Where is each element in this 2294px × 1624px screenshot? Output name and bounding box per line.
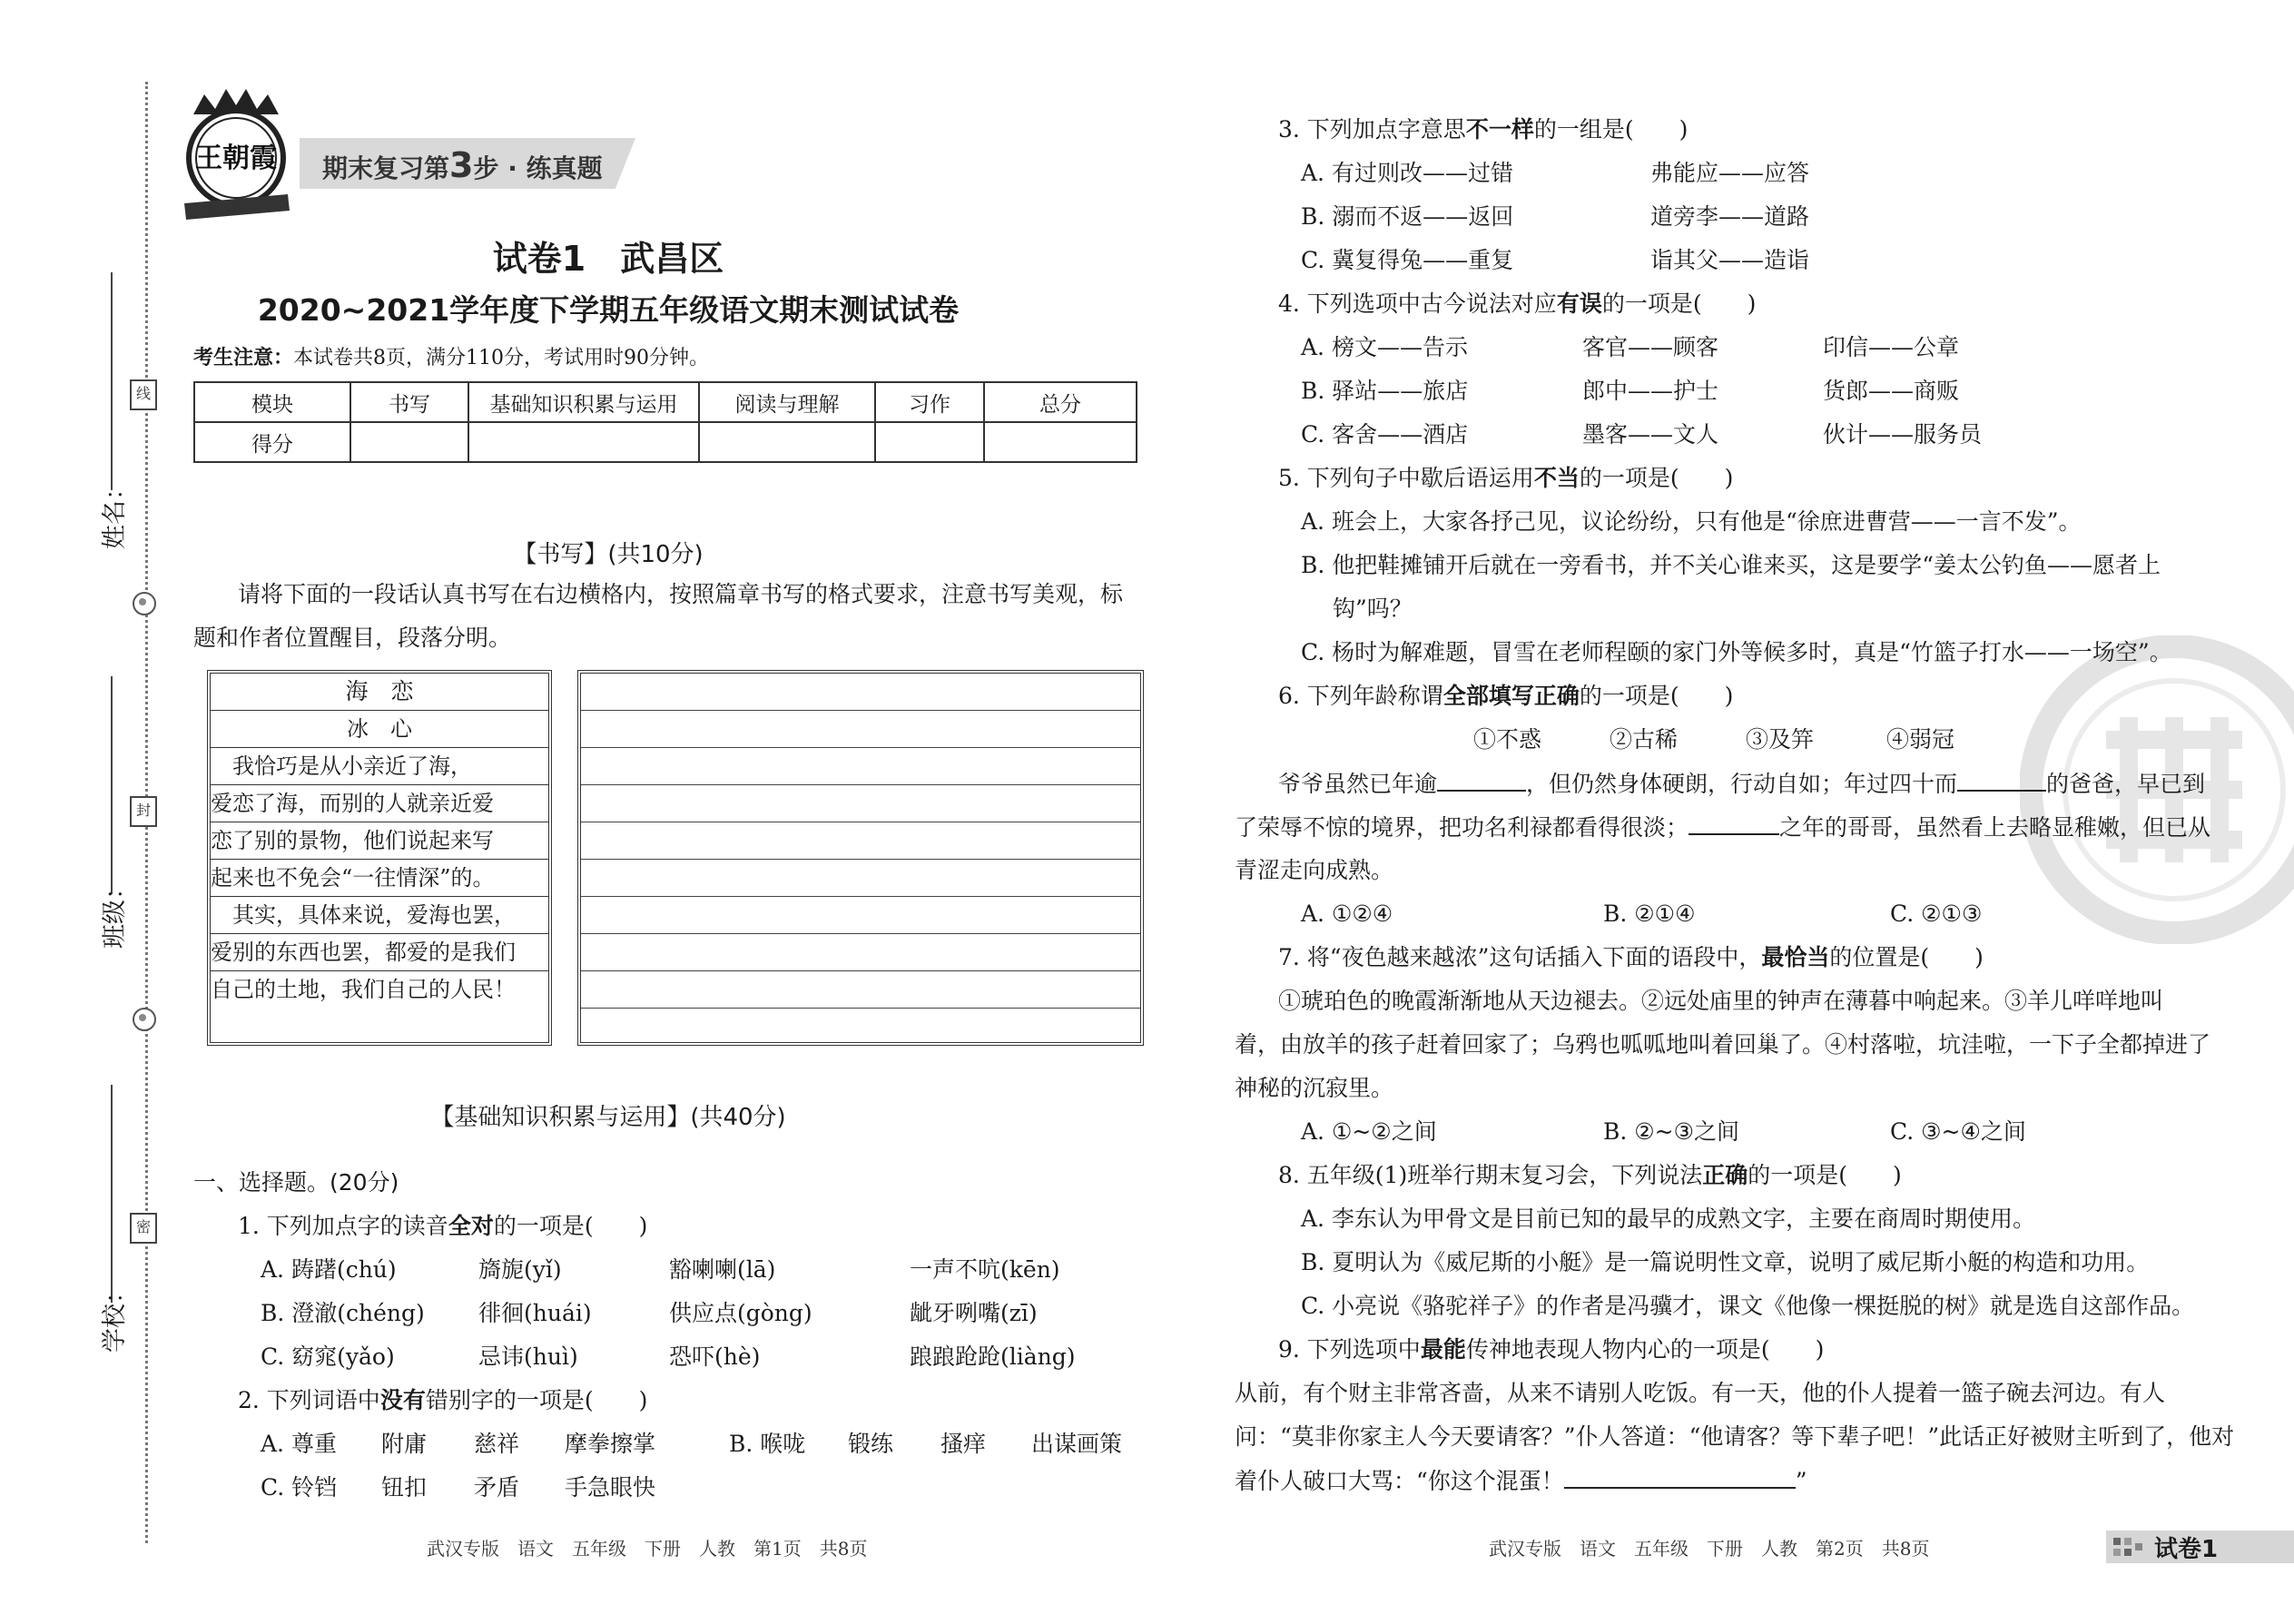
svg-text:王朝霞: 王朝霞 (195, 143, 277, 174)
q6-option[interactable]: C. ②①③ (1890, 901, 1983, 927)
q7-passage: 着，由放羊的孩子赶着回家了；乌鸦也呱呱地叫着回巢了。④村落啦，坑洼啦，一下子全都掉进了 (1235, 1031, 2211, 1058)
binding-ring-icon (133, 1008, 156, 1031)
class-label: 班级： (101, 875, 129, 949)
score-cell[interactable] (468, 422, 699, 462)
passage-text: 了荣辱不惊的境界，把功名利禄都看得很淡； (1235, 814, 1689, 841)
banner-post: 步 · 练真题 (473, 153, 603, 183)
stem-text: 5. 下列句子中歇后语运用 (1278, 465, 1534, 491)
q6-option[interactable]: A. ①②④ (1301, 901, 1393, 927)
q2-word: 慈祥 (474, 1431, 520, 1457)
footer-left: 武汉专版 语文 五年级 下册 人教 第1页 共8页 (427, 1538, 868, 1560)
stem-emphasis: 不一样 (1465, 116, 1534, 143)
q2-option[interactable]: A. 尊重 (261, 1431, 337, 1457)
q6-term: ④弱冠 (1886, 726, 1955, 753)
score-header-cell: 模块 (194, 382, 350, 422)
corner-tag-label: 试卷1 (2154, 1536, 2219, 1563)
q6-term: ③及笄 (1746, 726, 1815, 753)
handwriting-lines-box[interactable] (577, 670, 1144, 1046)
q4-option-item: 货郎——商贩 (1823, 378, 1960, 404)
writing-section-heading: 【书写】(共10分) (513, 541, 704, 568)
notice-text: 本试卷共8页，满分110分，考试用时90分钟。 (293, 347, 709, 369)
poem-line: 其实，具体来说，爱海也罢， (211, 897, 548, 934)
q1-option[interactable]: A. 踌躇(chú) (261, 1256, 397, 1283)
banner-pre: 期末复习第 (322, 153, 450, 183)
score-table-header-row (194, 382, 1137, 422)
q8-option[interactable]: B. 夏明认为《威尼斯的小艇》是一篇说明性文章，说明了威尼斯小艇的构造和功用。 (1301, 1249, 2150, 1275)
handwriting-line[interactable] (581, 896, 1140, 897)
q3-option[interactable]: A. 有过则改——过错 (1301, 160, 1513, 186)
basics-section-heading: 【基础知识积累与运用】(共40分) (430, 1104, 786, 1131)
handwriting-line[interactable] (581, 710, 1140, 711)
q1-option[interactable]: B. 澄澈(chéng) (261, 1300, 425, 1326)
q1-option-item: 一声不吭(kēn) (910, 1256, 1060, 1283)
section1-title: 一、选择题。(20分) (193, 1169, 399, 1196)
exam-subtitle: 2020~2021学年度下学期五年级语文期末测试试卷 (257, 292, 960, 328)
q3-option-item: 弗能应——应答 (1650, 160, 1810, 186)
score-header-cell: 基础知识积累与运用 (468, 382, 699, 422)
q2-word: 出谋画策 (1031, 1431, 1123, 1457)
score-cell[interactable] (699, 422, 875, 462)
q6-term: ②古稀 (1610, 726, 1679, 753)
q3-option-item: 诣其父——造诣 (1650, 247, 1810, 273)
q2-stem (238, 1385, 647, 1416)
writing-instruction: 请将下面的一段话认真书写在右边横格内，按照篇章书写的格式要求，注意书写美观，标 (238, 581, 1124, 607)
q1-option-item: 豁喇喇(lā) (669, 1256, 776, 1283)
q2-option[interactable]: B. 喉咙 (729, 1431, 806, 1457)
q4-option-item: 郎中——护士 (1582, 378, 1719, 404)
q6-term: ①不惑 (1473, 726, 1542, 753)
q6-option[interactable]: B. ②①④ (1603, 901, 1696, 927)
poem-line: 爱恋了海，而别的人就亲近爱 (211, 785, 548, 822)
q8-option[interactable]: C. 小亮说《骆驼祥子》的作者是冯骥才，课文《他像一棵挺脱的树》就是选自这部作品。 (1301, 1293, 2195, 1319)
handwriting-line[interactable] (581, 970, 1140, 971)
stem-text: 2. 下列词语中 (238, 1387, 380, 1413)
poem-line: 爱别的东西也罢，都爱的是我们 (211, 934, 548, 971)
stem-text: 9. 下列选项中 (1278, 1336, 1421, 1363)
q1-option-item: 徘徊(huái) (478, 1300, 592, 1326)
notice-label: 考生注意： (193, 347, 294, 369)
q1-option-item: 恐吓(hè) (669, 1343, 761, 1370)
stem-text: 的一项是( ) (1601, 290, 1757, 317)
corner-tag-dots-icon (2113, 1538, 2142, 1556)
stem-emphasis: 有误 (1556, 290, 1602, 317)
q2-word: 钮扣 (381, 1474, 428, 1501)
fill-blank[interactable] (1689, 812, 1779, 835)
q3-option-item: 道旁李——道路 (1650, 203, 1810, 230)
stem-emphasis: 最能 (1420, 1336, 1466, 1363)
stem-text: 错别字的一项是( ) (425, 1387, 648, 1413)
q6-passage (1235, 812, 2210, 843)
q7-stem (1278, 942, 1984, 973)
stem-text: 8. 五年级(1)班举行期末复习会，下列说法 (1278, 1162, 1703, 1188)
q8-stem (1278, 1160, 1902, 1191)
poem-title: 海 恋 (211, 674, 548, 711)
q7-passage: 神秘的沉寂里。 (1235, 1075, 1394, 1101)
q3-option[interactable]: C. 冀复得兔——重复 (1301, 247, 1514, 273)
stem-emphasis: 不当 (1533, 465, 1580, 491)
q8-option[interactable]: A. 李东认为甲骨文是目前已知的最早的成熟文字，主要在商周时期使用。 (1301, 1206, 2035, 1232)
q5-option[interactable]: B. 他把鞋摊铺开后就在一旁看书，并不关心谁来买，这是要学“姜太公钓鱼——愿者上 (1301, 552, 2161, 578)
q1-option-item: 忌讳(huì) (478, 1343, 578, 1370)
passage-text: ，但仍然身体硬朗，行动自如；年过四十而 (1526, 771, 1958, 797)
score-row-label: 得分 (194, 422, 350, 462)
banner-step-number: 3 (449, 145, 474, 185)
q6-passage: 青涩走向成熟。 (1235, 857, 1394, 883)
stem-text: 4. 下列选项中古今说法对应 (1278, 290, 1557, 317)
stem-text: 3. 下列加点字意思 (1278, 116, 1466, 143)
q5-option[interactable]: A. 班会上，大家各抒己见，议论纷纷，只有他是“徐庶进曹营——一言不发”。 (1301, 508, 2082, 535)
binding-mark-xian: 线 (130, 379, 157, 410)
score-cell[interactable] (984, 422, 1137, 462)
stem-text: 的一项是( ) (1579, 465, 1734, 491)
model-text-box (207, 670, 552, 1046)
q4-option-item: 伙计——服务员 (1823, 421, 1983, 448)
fill-blank[interactable] (1957, 768, 2046, 792)
q4-option-item: 印信——公章 (1823, 334, 1960, 360)
handwriting-line[interactable] (581, 747, 1140, 748)
school-label: 学校： (101, 1279, 129, 1353)
score-header-cell: 阅读与理解 (699, 382, 875, 422)
binding-mark-feng: 封 (130, 796, 157, 827)
q6-passage (1278, 768, 2205, 800)
poem-author: 冰 心 (211, 711, 548, 748)
fill-blank[interactable] (1564, 1465, 1796, 1489)
q7-option[interactable]: A. ①~②之间 (1301, 1118, 1437, 1145)
stem-emphasis: 全部填写正确 (1442, 683, 1580, 709)
poem-line: 自己的土地，我们自己的人民！ (211, 977, 516, 1002)
stem-text: 的一组是( ) (1533, 116, 1689, 143)
q5-stem (1278, 463, 1733, 494)
footer-right: 武汉专版 语文 五年级 下册 人教 第2页 共8页 (1489, 1538, 1930, 1560)
fill-blank[interactable] (1437, 768, 1526, 792)
poem-line: 我恰巧是从小亲近了海， (211, 748, 548, 785)
name-label: 姓名： (101, 476, 129, 549)
handwriting-line[interactable] (581, 784, 1140, 785)
exam-notice (193, 343, 709, 374)
q6-stem (1278, 681, 1733, 712)
handwriting-line[interactable] (581, 933, 1140, 934)
q2-option[interactable]: C. 铃铛 (261, 1474, 338, 1501)
q7-option[interactable]: C. ③~④之间 (1890, 1118, 2026, 1145)
header-banner-text (322, 145, 603, 185)
score-table (193, 381, 1137, 463)
score-cell[interactable] (350, 422, 468, 462)
passage-text: 着仆人破口大骂：“你这个混蛋！ (1235, 1468, 1564, 1494)
score-header-cell: 总分 (984, 382, 1137, 422)
q1-option-item: 旖旎(yǐ) (478, 1256, 562, 1283)
q2-word: 锻练 (848, 1431, 894, 1457)
q2-word: 矛盾 (474, 1474, 520, 1501)
stem-text: 1. 下列加点字的读音 (238, 1213, 448, 1239)
score-header-cell: 书写 (350, 382, 468, 422)
q1-option[interactable]: C. 窈窕(yǎo) (261, 1343, 395, 1370)
q2-word: 搔痒 (940, 1431, 987, 1457)
poem-line: 起来也不免会“一往情深”的。 (211, 860, 548, 897)
q9-passage: 问：“莫非你家主人今天要请客？”仆人答道：“他请客？等下辈子吧！”此话正好被财主听到了，他对 (1235, 1423, 2235, 1450)
stem-emphasis: 最恰当 (1761, 944, 1830, 970)
writing-instruction: 题和作者位置醒目，段落分明。 (193, 625, 512, 651)
stem-text: 6. 下列年龄称谓 (1278, 683, 1443, 709)
q9-passage (1235, 1465, 1807, 1497)
q5-option-cont: 钩”吗？ (1333, 595, 1413, 622)
q4-option-item: 墨客——文人 (1582, 421, 1719, 448)
q2-word: 附庸 (381, 1431, 428, 1457)
passage-text: 爷爷虽然已年逾 (1278, 771, 1438, 797)
binding-mark-mi: 密 (130, 1213, 157, 1244)
q7-passage: ①琥珀色的晚霞渐渐地从天边褪去。②远处庙里的钟声在薄暮中响起来。③羊儿咩咩地叫 (1278, 988, 2164, 1014)
q4-option[interactable]: B. 驿站——旅店 (1301, 378, 1469, 404)
stem-emphasis: 全对 (448, 1213, 494, 1239)
stem-text: 的一项是( ) (1579, 683, 1734, 709)
q4-option[interactable]: A. 榜文——告示 (1301, 334, 1468, 360)
stem-text: 的一项是( ) (493, 1213, 648, 1239)
passage-text: ” (1795, 1468, 1807, 1494)
passage-text: 的爸爸，早已到 (2046, 771, 2206, 797)
q4-stem (1278, 289, 1756, 320)
stem-text: 传神地表现人物内心的一项是( ) (1465, 1336, 1825, 1363)
q4-option-item: 客官——顾客 (1582, 334, 1719, 360)
q5-option[interactable]: C. 杨时为解难题，冒雪在老师程颐的家门外等候多时，真是“竹篮子打水——一场空”。 (1301, 639, 2172, 665)
handwriting-line[interactable] (581, 859, 1140, 860)
stem-text: 7. 将“夜色越来越浓”这句话插入下面的语段中， (1278, 944, 1762, 970)
q7-option[interactable]: B. ②~③之间 (1603, 1118, 1740, 1145)
stem-emphasis: 没有 (379, 1387, 426, 1413)
score-cell[interactable] (875, 422, 984, 462)
q1-stem (238, 1211, 647, 1242)
q2-word: 手急眼快 (565, 1474, 656, 1501)
q1-option-item: 踉踉跄跄(liàng) (910, 1343, 1076, 1370)
brand-logo (177, 87, 295, 223)
binding-ring-icon (133, 592, 156, 615)
exam-title: 试卷1 武昌区 (492, 239, 724, 279)
q3-option[interactable]: B. 溺而不返——返回 (1301, 203, 1514, 230)
handwriting-line[interactable] (581, 1008, 1140, 1009)
q4-option[interactable]: C. 客舍——酒店 (1301, 421, 1469, 448)
passage-text: 之年的哥哥，虽然看上去略显稚嫩，但已从 (1779, 814, 2211, 841)
score-table-score-row (194, 422, 1137, 462)
q1-option-item: 龇牙咧嘴(zī) (910, 1300, 1038, 1326)
poem-line: 恋了别的景物，他们说起来写 (211, 822, 548, 860)
q1-option-item: 供应点(gòng) (669, 1300, 812, 1326)
q2-word: 摩拳擦掌 (565, 1431, 656, 1457)
q9-stem (1278, 1334, 1824, 1365)
stem-emphasis: 正确 (1702, 1162, 1748, 1188)
q9-passage: 从前，有个财主非常吝啬，从来不请别人吃饭。有一天，他的仆人提着一篮子碗去河边。有人 (1235, 1380, 2166, 1406)
stem-text: 的一项是( ) (1748, 1162, 1902, 1188)
q3-stem (1278, 114, 1688, 145)
stem-text: 的位置是( ) (1829, 944, 1984, 970)
score-header-cell: 习作 (875, 382, 984, 422)
class-write-line (111, 676, 113, 894)
